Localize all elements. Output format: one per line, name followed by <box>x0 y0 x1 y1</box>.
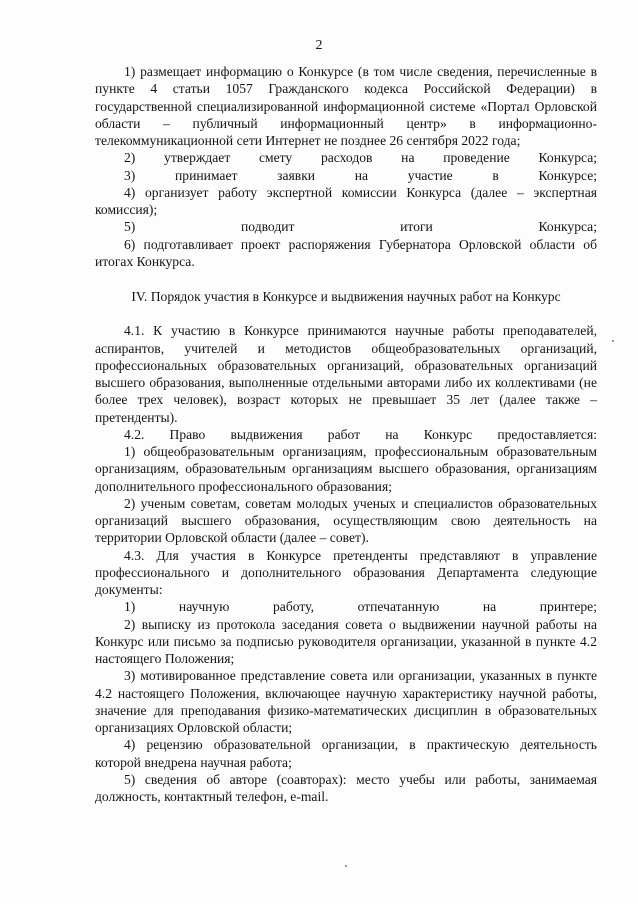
page-number: 2 <box>315 38 323 53</box>
list-item: 2) ученым советам, советам молодых ученых и специалистов образовательных организаций высшего образования, осуществляющим свою деятельность на территории Орловской области (далее – совет). <box>95 495 597 546</box>
list-item: 6) подготавливает проект распоряжения Губернатора Орловской области об итогах Конкурса. <box>95 236 597 269</box>
paragraph-4-3: 4.3. Для участия в Конкурсе претенденты представляют в управление профессионального и дополнительного образования Департамента следующие документы: <box>95 547 597 597</box>
document-body <box>95 63 597 805</box>
list-item: 3) принимает заявки на участие в Конкурсе; <box>124 167 597 183</box>
list-item: 1) общеобразовательным организациям, профессиональным образовательным организациям, образовательным организациям высшего образования, организациям дополнительного профессионального образования; <box>95 444 597 494</box>
scan-speck <box>612 340 614 342</box>
list-item: 3) мотивированное представление совета или организации, указанных в пункте 4.2 настоящего Положения, включающее научную характеристику научной работы, значение для преподавания физико-математических дисциплин в образовательных организациях Орловской области; <box>95 668 597 735</box>
list-item: 5) подводит итоги Конкурса; <box>124 219 597 235</box>
list-item: 1) размещает информацию о Конкурсе (в том числе сведения, перечисленные в пункте 4 статьи 1057 Гражданского кодекса Российской Федерации) в государственной специализированной информационной системе «Портал Орловской области – публичный информационный центр» в информационно-телекоммуникационной сети Интернет не позднее 26 сентября 2022 года; <box>95 64 597 148</box>
section-title: IV. Порядок участия в Конкурсе и выдвижения научных работ на Конкурс <box>131 289 561 304</box>
list-item: 2) выписку из протокола заседания совета о выдвижении научной работы на Конкурс или письмо за подписью руководителя организации, указанной в пункте 4.2 настоящего Положения; <box>95 616 597 666</box>
list-item: 1) научную работу, отпечатанную на принтере; <box>124 599 597 615</box>
list-item: 4) организует работу экспертной комиссии Конкурса (далее – экспертная комиссия); <box>95 184 597 217</box>
list-item: 4) рецензию образовательной организации, в практическую деятельность которой внедрена научная работа; <box>95 737 597 770</box>
list-item: 5) сведения об авторе (соавторах): место учебы или работы, занимаемая должность, контактный телефон, e-mail. <box>95 771 597 804</box>
scan-speck <box>345 865 347 867</box>
paragraph-4-2: 4.2. Право выдвижения работ на Конкурс предоставляется: <box>124 426 597 442</box>
list-item: 2) утверждает смету расходов на проведение Конкурса; <box>124 150 597 166</box>
paragraph-4-1: 4.1. К участию в Конкурсе принимаются научные работы преподавателей, аспирантов, учителей и методистов общеобразовательных организаций, профессиональных образовательных организаций, образовательных организаций высшего образования, выполненные отдельными авторами либо их коллективами (не более трех человек), возраст которых не превышает 35 лет (далее также – претенденты). <box>95 323 597 425</box>
